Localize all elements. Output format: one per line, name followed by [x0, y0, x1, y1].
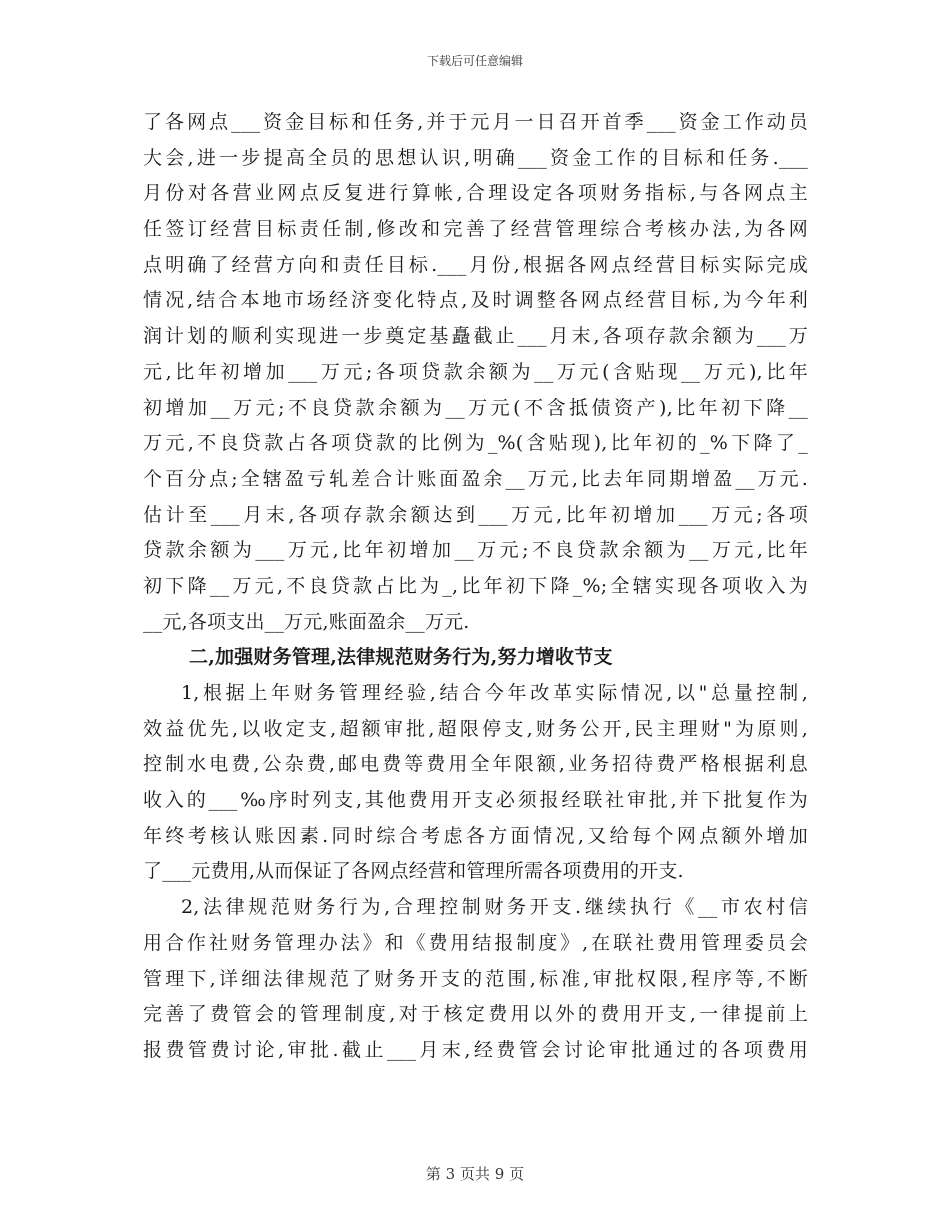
document-body: [143, 105, 808, 1069]
text-line: 初下降__万元,不良贷款占比为_,比年初下降_%;全辖实现各项收入为: [143, 574, 808, 597]
text-line: 管理下,详细法律规范了财务开支的范围,标准,审批权限,程序等,不断: [143, 967, 808, 990]
page-footer: 第 3 页共 9 页: [425, 1165, 525, 1183]
text-line: 万元,不良贷款占各项贷款的比例为_%(含贴现),比年初的_%下降了_: [143, 432, 808, 455]
text-line: __元,各项支出__万元,账面盈余__万元.: [143, 610, 470, 633]
text-line: 了___元费用,从而保证了各网点经营和管理所需各项费用的开支.: [143, 860, 684, 883]
text-line: 个百分点;全辖盈亏轧差合计账面盈余__万元,比去年同期增盈__万元.: [143, 467, 808, 490]
text-line: 1,根据上年财务管理经验,结合今年改革实际情况,以"总量控制,: [181, 682, 808, 704]
text-line: 完善了费管会的管理制度,对于核定费用以外的费用开支,一律提前上: [143, 1003, 808, 1026]
text-line: 任签订经营目标责任制,修改和完善了经营管理综合考核办法,为各网: [143, 218, 808, 241]
section-heading: 二,加强财务管理,法律规范财务行为,努力增收节支: [189, 646, 613, 669]
text-line: 年终考核认账因素.同时综合考虑各方面情况,又给每个网点额外增加: [143, 824, 808, 847]
page-header: 下载后可任意编辑: [426, 54, 523, 68]
text-line: 初增加__万元;不良贷款余额为__万元(不含抵债资产),比年初下降__: [143, 396, 808, 419]
text-line: 收入的___‰序时列支,其他费用开支必须报经联社审批,并下批复作为: [143, 789, 808, 812]
text-line: 用合作社财务管理办法》和《费用结报制度》,在联社费用管理委员会: [143, 931, 808, 954]
text-line: 效益优先,以收定支,超额审批,超限停支,财务公开,民主理财"为原则,: [143, 717, 808, 740]
text-line: 润计划的顺利实现进一步奠定基矗截止___月末,各项存款余额为___万: [143, 325, 808, 348]
text-line: 元,比年初增加___万元;各项贷款余额为__万元(含贴现__万元),比年: [143, 360, 808, 383]
text-line: 月份对各营业网点反复进行算帐,合理设定各项财务指标,与各网点主: [143, 182, 808, 205]
text-line: 报费管费讨论,审批.截止___月末,经费管会讨论审批通过的各项费用: [143, 1038, 808, 1061]
text-line: 估计至___月末,各项存款余额达到___万元,比年初增加___万元;各项: [143, 503, 808, 526]
text-line: 点明确了经营方向和责任目标.___月份,根据各网点经营目标实际完成: [143, 253, 808, 276]
text-line: 贷款余额为___万元,比年初增加__万元;不良贷款余额为__万元,比年: [143, 539, 808, 562]
text-line: 2,法律规范财务行为,合理控制财务开支.继续执行《__市农村信: [181, 896, 808, 919]
text-line: 了各网点___资金目标和任务,并于元月一日召开首季___资金工作动员: [143, 111, 808, 133]
text-line: 情况,结合本地市场经济变化特点,及时调整各网点经营目标,为今年利: [143, 289, 808, 312]
text-line: 大会,进一步提高全员的思想认识,明确___资金工作的目标和任务.___: [143, 146, 808, 169]
text-line: 控制水电费,公杂费,邮电费等费用全年限额,业务招待费严格根据利息: [143, 753, 808, 776]
